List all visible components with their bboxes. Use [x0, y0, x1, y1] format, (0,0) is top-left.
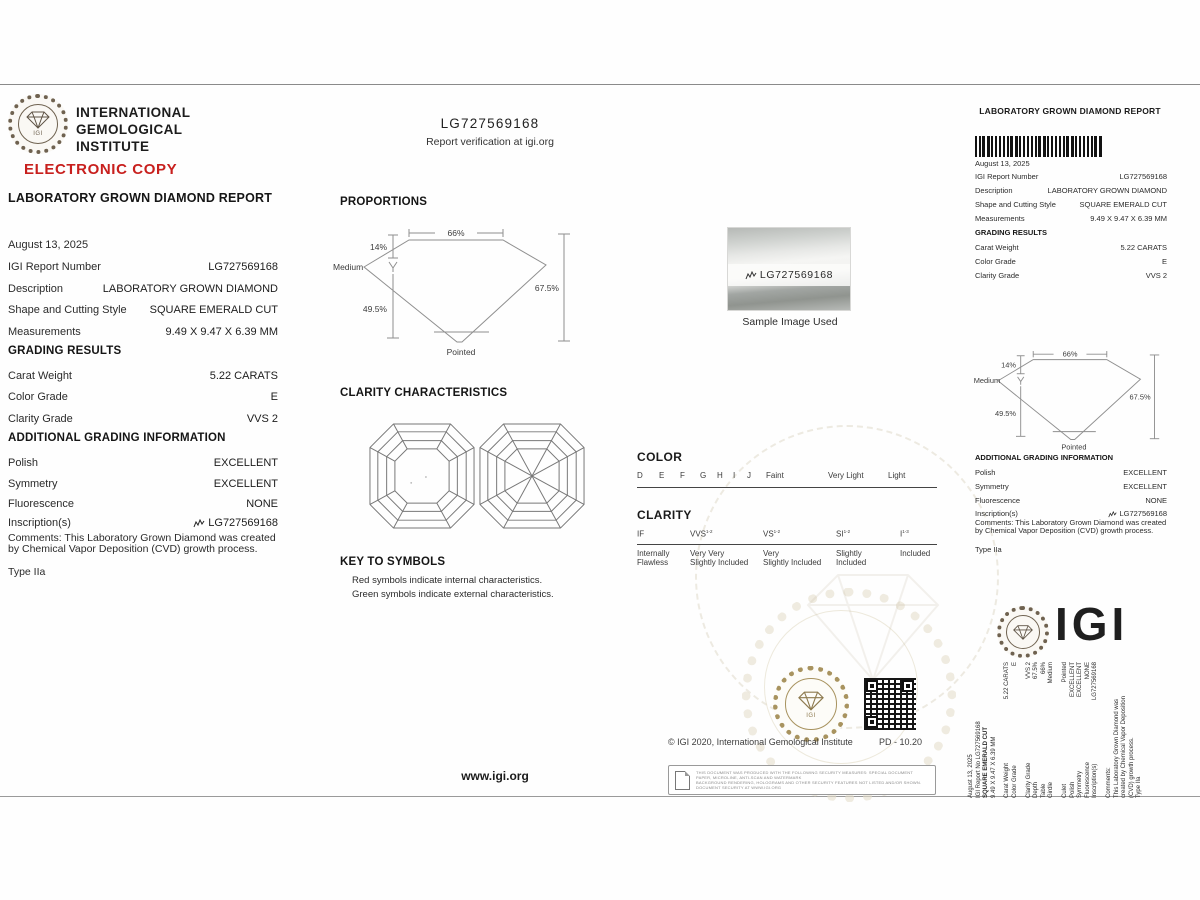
detail-row: Polish EXCELLENT: [975, 468, 1167, 477]
field-value: EXCELLENT: [213, 457, 278, 469]
detail-row: [8, 391, 278, 403]
svg-text:66%: 66%: [1062, 349, 1078, 359]
report-date: August 13, 2025: [8, 239, 89, 251]
detail-row: [8, 370, 278, 382]
report-number-center: LG727569168: [440, 116, 540, 131]
proportions-header: PROPORTIONS: [340, 196, 428, 208]
clarity-grade: IF: [637, 529, 645, 539]
key-line-external: Green symbols indicate external characteristics.: [352, 589, 554, 600]
igi-gold-seal: [773, 666, 849, 742]
document-code: PD - 10.20: [878, 737, 922, 747]
proportions-diagram: [331, 220, 581, 358]
field-value: 9.49 X 9.47 X 6.39 MM: [165, 326, 278, 338]
clarity-desc: Internally Flawless: [637, 549, 670, 567]
laser-inscription-icon: [1108, 511, 1117, 518]
clarity-grade: $I^{1-3}$: [900, 529, 909, 539]
girdle-label: Medium: [333, 262, 364, 272]
svg-text:Pointed: Pointed: [1061, 442, 1087, 452]
field-value: E: [270, 391, 278, 403]
diamond-icon: [25, 110, 51, 130]
color-scale-header: COLOR: [637, 450, 683, 464]
sample-image-caption: Sample Image Used: [742, 316, 838, 328]
clarity-grade: SI$^{1-2}$: [836, 529, 851, 539]
org-line-1: INTERNATIONAL: [76, 105, 191, 120]
depth-pct-label: 67.5%: [534, 283, 559, 293]
detail-row: Clarity Grade VVS 2: [975, 271, 1167, 280]
diamond-icon: [1012, 624, 1034, 641]
clarity-desc: Included: [900, 549, 931, 558]
type-line: Type IIa: [975, 545, 1002, 554]
key-to-symbols-header: KEY TO SYMBOLS: [340, 556, 446, 568]
right-panel-title: LABORATORY GROWN DIAMOND REPORT: [979, 106, 1161, 116]
seal-caption: IGI: [33, 131, 43, 138]
website-url: www.igi.org: [461, 769, 529, 783]
stub-header-group: August 13, 2025 IGI Report No LG727569168 SQUARE EMERALD CUT 9.49 X 9.47 X 6.39 MM: [968, 721, 997, 798]
field-label: Fluorescence: [8, 498, 75, 510]
girdle-inscription: LG727569168: [759, 269, 834, 281]
clarity-grade: VS$^{1-2}$: [763, 529, 781, 539]
stub-group: Clarity Grade VVS 2 Depth 67.5% Table 66% Girdle Medium: [1025, 662, 1055, 798]
comments-text: Comments: This Laboratory Grown Diamond was created by Chemical Vapor Deposition (CVD) growth process.: [975, 518, 1167, 535]
color-letter: J: [747, 471, 751, 480]
field-label: Clarity Grade: [8, 413, 73, 425]
inscription-value: LG727569168: [193, 517, 278, 529]
comments-text: Comments: This Laboratory Grown Diamond was created by Chemical Vapor Deposition (CVD) growth process.: [8, 532, 276, 555]
right-report-date: August 13, 2025: [975, 159, 1030, 168]
detail-row: [8, 304, 278, 316]
detail-row: [8, 457, 278, 469]
field-label: Symmetry: [8, 478, 58, 490]
electronic-copy-label: ELECTRONIC COPY: [24, 161, 178, 178]
diamond-icon: [796, 690, 826, 712]
color-letter: G: [700, 471, 707, 480]
detail-row: Description LABORATORY GROWN DIAMOND: [975, 186, 1167, 195]
color-letter: D: [637, 471, 643, 480]
field-label: Inscription(s): [8, 517, 71, 529]
field-value: VVS 2: [246, 413, 278, 425]
copyright-line: © IGI 2020, International Gemological Institute: [668, 737, 853, 747]
clarity-desc: Slightly Included: [836, 549, 867, 567]
additional-grading-header: ADDITIONAL GRADING INFORMATION: [8, 432, 226, 444]
igi-seal-logo-small: [997, 606, 1049, 658]
stub-group: Culet Pointed Polish EXCELLENT Symmetry EXCELLENT Fluorescence NONE Inscription(s) LG727569168: [1061, 662, 1099, 798]
stub-comments: Comments: This Laboratory Grown Diamond was created by Chemical Vapor Deposition (CVD) growth process. Type IIa: [1105, 696, 1143, 798]
svg-text:14%: 14%: [1001, 360, 1016, 370]
clarity-characteristics-header: CLARITY CHARACTERISTICS: [340, 387, 508, 399]
field-label: Description: [8, 283, 64, 295]
detail-row: [8, 413, 278, 425]
color-letter: F: [680, 471, 685, 480]
field-value: EXCELLENT: [213, 478, 278, 490]
color-scale-rule: [637, 487, 937, 488]
field-label: Measurements: [8, 326, 81, 338]
detail-row: Fluorescence NONE: [975, 496, 1167, 505]
field-label: IGI Report Number: [8, 261, 101, 273]
field-label: Color Grade: [8, 391, 68, 403]
clarity-desc: Very Very Slightly Included: [690, 549, 749, 567]
clarity-plot-crown: [368, 422, 476, 530]
detail-row: [8, 261, 278, 273]
field-label: Carat Weight: [8, 370, 72, 382]
document-icon: [675, 771, 690, 790]
color-term: Faint: [766, 471, 784, 480]
color-letter: H: [717, 471, 723, 480]
igi-seal-logo: [8, 94, 68, 154]
clarity-scale-header: CLARITY: [637, 508, 692, 522]
pavilion-pct-label: 49.5%: [362, 304, 387, 314]
security-text: THIS DOCUMENT WAS PRODUCED WITH THE FOLLOWING SECURITY MEASURES: SPECIAL DOCUMENT PAPER, MICROLINE, ANTI-SCAN AND WATERMARK BACKGROUND RENDERING, HOLOGRAMS AND OTHER SECURITY FEATURES NOT LISTED AND/OR SHOWN. DOCUMENT SECURITY AT WWW.IGI.ORG: [696, 770, 922, 790]
proportions-diagram-small: [972, 344, 1168, 452]
culet-label: Pointed: [446, 347, 476, 357]
detail-row: [8, 283, 278, 295]
color-letter: I: [733, 471, 736, 480]
type-line: Type IIa: [8, 566, 46, 578]
field-value: NONE: [246, 498, 278, 510]
detachable-stub: [968, 662, 1160, 798]
field-value: LG727569168: [208, 261, 278, 273]
crown-pct-label: 14%: [369, 242, 387, 252]
detail-row: Color Grade E: [975, 257, 1167, 266]
clarity-scale-rule: [637, 544, 937, 545]
key-line-internal: Red symbols indicate internal characteristics.: [352, 575, 543, 586]
detail-row: [8, 498, 278, 510]
sample-image: [728, 228, 850, 310]
org-name: [76, 104, 190, 155]
grading-results-header: GRADING RESULTS: [975, 228, 1047, 237]
org-line-2: GEMOLOGICAL: [76, 122, 183, 137]
qr-code: [864, 678, 916, 730]
field-value: LABORATORY GROWN DIAMOND: [102, 283, 278, 295]
color-letter: E: [659, 471, 665, 480]
detail-row: [8, 517, 278, 529]
svg-text:49.5%: 49.5%: [994, 409, 1016, 418]
detail-row: [8, 326, 278, 338]
org-line-3: INSTITUTE: [76, 139, 150, 154]
svg-text:67.5%: 67.5%: [1129, 392, 1151, 402]
detail-row: Shape and Cutting Style SQUARE EMERALD CUT: [975, 200, 1167, 209]
detail-row: Symmetry EXCELLENT: [975, 482, 1167, 491]
barcode: [975, 136, 1103, 157]
stub-group: Carat Weight 5.22 CARATS Color Grade E: [1004, 662, 1018, 798]
detail-row: Measurements 9.49 X 9.47 X 6.39 MM: [975, 214, 1167, 223]
clarity-desc: Very Slightly Included: [763, 549, 822, 567]
clarity-plot-pavilion: [478, 422, 586, 530]
grading-results-header: GRADING RESULTS: [8, 345, 122, 357]
detail-row: Inscription(s) LG727569168: [975, 509, 1167, 518]
detail-row: Carat Weight 5.22 CARATS: [975, 243, 1167, 252]
laser-inscription-icon: [745, 271, 757, 280]
field-label: Polish: [8, 457, 38, 469]
field-value: SQUARE EMERALD CUT: [149, 304, 278, 316]
additional-grading-header: ADDITIONAL GRADING INFORMATION: [975, 453, 1114, 462]
table-pct-label: 66%: [447, 228, 465, 238]
detail-row: IGI Report Number LG727569168: [975, 172, 1167, 181]
clarity-grade: VVS$^{1-2}$: [690, 529, 713, 539]
top-border-line: [0, 84, 1200, 85]
color-term: Very Light: [828, 471, 864, 480]
igi-wordmark: IGI: [1055, 598, 1129, 650]
seal-caption: IGI: [806, 712, 816, 719]
field-label: Shape and Cutting Style: [8, 304, 127, 316]
report-title: LABORATORY GROWN DIAMOND REPORT: [8, 191, 273, 205]
field-value: 5.22 CARATS: [209, 370, 278, 382]
verification-note: Report verification at igi.org: [426, 136, 554, 148]
security-measures-box: [668, 765, 936, 795]
laser-inscription-icon: [193, 519, 205, 528]
detail-row: [8, 478, 278, 490]
color-term: Light: [888, 471, 906, 480]
svg-text:Medium: Medium: [973, 376, 1001, 386]
